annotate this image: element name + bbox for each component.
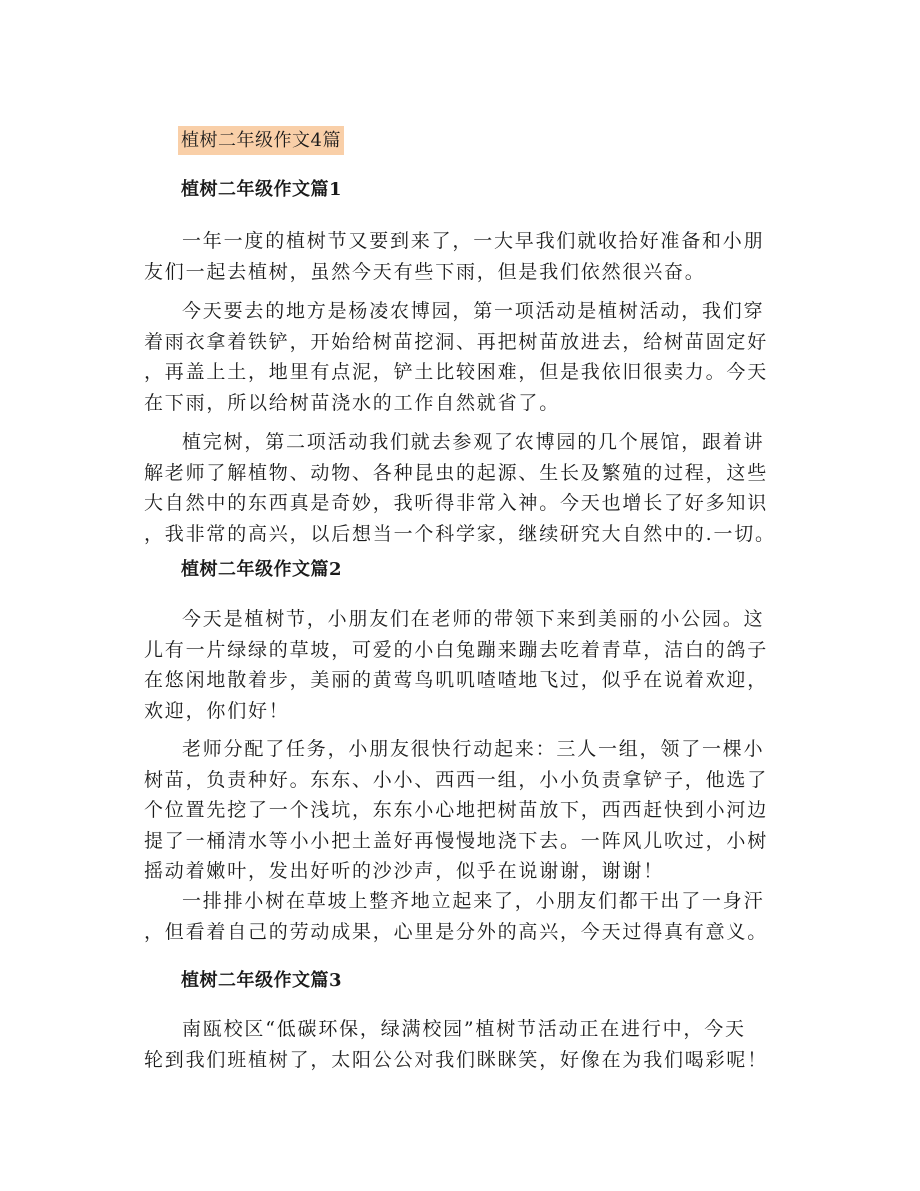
section-heading: 植树二年级作文篇1 (181, 179, 343, 200)
text-line: 解老师了解植物、动物、各种昆虫的起源、生长及繁殖的过程，这些 (144, 461, 769, 484)
paragraph (144, 886, 784, 947)
section-heading: 植树二年级作文篇2 (181, 559, 343, 580)
section-heading: 植树二年级作文篇3 (181, 970, 343, 991)
paragraph (144, 427, 784, 549)
text-line: 今天是植树节，小朋友们在老师的带领下来到美丽的小公园。这 (182, 608, 765, 630)
text-line: 老师分配了任务，小朋友很快行动起来：三人一组，领了一棵小 (182, 738, 765, 760)
text-line: 一排排小树在草坡上整齐地立起来了，小朋友们都干出了一身汗 (182, 890, 765, 912)
text-line: 在悠闲地散着步，美丽的黄莺鸟叽叽喳喳地飞过，似乎在说着欢迎， (144, 669, 769, 691)
paragraph (144, 734, 784, 887)
text-line: 大自然中的东西真是奇妙，我听得非常入神。今天也增长了好多知识 (144, 492, 769, 514)
text-line: 南瓯校区“低碳环保，绿满校园”植树节活动正在进行中，今天 (182, 1018, 746, 1040)
text-line: 提了一桶清水等小小把土盖好再慢慢地浇下去。一阵风儿吹过，小树 (144, 829, 769, 852)
text-line: 友们一起去植树，虽然今天有些下雨，但是我们依然很兴奋。 (144, 260, 706, 283)
text-line: ，我非常的高兴，以后想当一个科学家，继续研究大自然中的.一切。 (144, 522, 776, 545)
text-line: 在下雨，所以给树苗浇水的工作自然就省了。 (144, 391, 561, 414)
text-line: 一年一度的植树节又要到来了，一大早我们就收拾好准备和小朋 (182, 230, 765, 252)
text-line: 植完树，第二项活动我们就去参观了农博园的几个展馆，跟着讲 (182, 431, 765, 453)
text-line: 着雨衣拿着铁铲，开始给树苗挖洞、再把树苗放进去，给树苗固定好 (144, 330, 769, 353)
text-line: 今天要去的地方是杨凌农博园，第一项活动是植树活动，我们穿 (182, 300, 765, 322)
paragraph (144, 226, 784, 287)
text-line: 儿有一片绿绿的草坡，可爱的小白兔蹦来蹦去吃着青草，洁白的鸽子 (144, 638, 769, 661)
paragraph (144, 296, 784, 418)
text-line: 轮到我们班植树了，太阳公公对我们眯眯笑，好像在为我们喝彩呢！ (144, 1048, 769, 1071)
text-line: ，但看着自己的劳动成果，心里是分外的高兴，今天过得真有意义。 (144, 920, 769, 943)
text-line: 欢迎，你们好！ (144, 699, 290, 722)
paragraph (144, 604, 784, 726)
text-line: ，再盖上土，地里有点泥，铲土比较困难，但是我依旧很卖力。今天 (144, 361, 769, 383)
paragraph (144, 1014, 784, 1075)
text-line: 个位置先挖了一个浅坑，东东小心地把树苗放下，西西赶快到小河边 (144, 799, 769, 821)
document-title: 植树二年级作文4篇 (178, 126, 344, 155)
text-line: 树苗，负责种好。东东、小小、西西一组，小小负责拿铲子，他选了 (144, 768, 769, 791)
text-line: 摇动着嫩叶，发出好听的沙沙声，似乎在说谢谢，谢谢！ (144, 860, 665, 882)
